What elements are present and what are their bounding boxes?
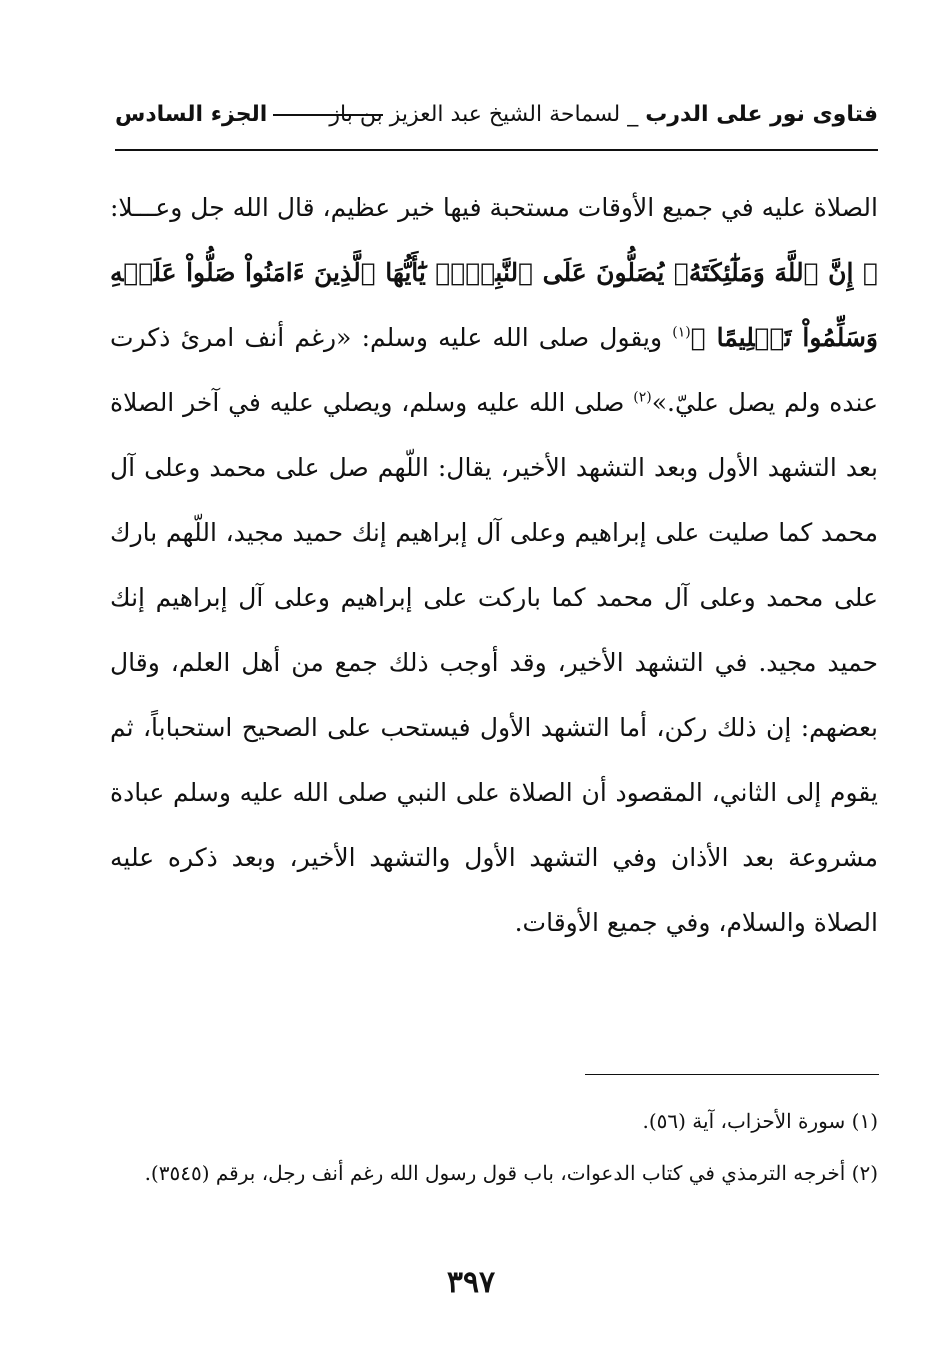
footnote-1: (١) سورة الأحزاب، آية (٥٦). (642, 1109, 878, 1133)
quran-verse: ﴿ إِنَّ ٱللَّهَ وَمَلَٰٓئِكَتَهُۥ يُصَلُّونَ عَلَى ٱلنَّبِيِّۚ يَٰٓأَيُّهَا ٱلَّذِينَ ءَامَنُواْ صَلُّواْ عَلَيۡهِ وَسَلِّمُواْ تَسۡلِيمًا ﴾ (110, 258, 878, 352)
title-separator: _ (620, 102, 639, 127)
volume-dash (273, 114, 383, 116)
running-header (115, 102, 878, 148)
book-title: فتاوى نور على الدرب (645, 102, 878, 127)
main-paragraph (110, 175, 878, 955)
footnotes (110, 1095, 878, 1199)
author-name: لسماحة الشيخ عبد العزيز بن باز (329, 102, 621, 127)
header-rule (115, 149, 878, 151)
volume-label (115, 102, 389, 127)
page-number: ٣٩٧ (446, 1265, 496, 1300)
body-text (110, 175, 878, 1005)
footnote-separator (585, 1074, 879, 1075)
paragraph-text-2: ويقول صلى الله عليه وسلم: «رغم أنف امرئ ذكرت عنده ولم يصل عليّ.» (110, 323, 878, 417)
volume-text: الجزء السادس (115, 102, 268, 127)
footnote-2: (٢) أخرجه الترمذي في كتاب الدعوات، باب قول رسول الله رغم أنف رجل، برقم (٣٥٤٥). (144, 1161, 878, 1185)
footnote-ref-1: (١) (672, 324, 691, 341)
paragraph-text-1: الصلاة عليه في جميع الأوقات مستحبة فيها خير عظيم، قال الله جل وعـــلا: (110, 193, 878, 222)
paragraph-text-3: صلى الله عليه وسلم، ويصلي عليه في آخر الصلاة بعد التشهد الأول وبعد التشهد الأخير، يقال: اللّهم صل على محمد وعلى آل محمد كما صليت على إبراهيم وعلى آل إبراهيم إنك حميد مجيد، اللّهم بارك على محمد وعلى آل محمد كما باركت على إبراهيم وعلى آل إبراهيم إنك حميد مجيد. في التشهد الأخير، وقد أوجب ذلك جمع من أهل العلم، وقال بعضهم: إن ذلك ركن، أما التشهد الأول فيستحب على الصحيح استحباباً، ثم يقوم إلى الثاني، المقصود أن الصلاة على النبي صلى الله عليه وسلم عبادة مشروعة بعد الأذان وفي التشهد الأول والتشهد الأخير، وبعد ذكره عليه الصلاة والسلام، وفي جميع الأوقات. (110, 388, 878, 937)
footnote-ref-2: (٢) (633, 389, 652, 406)
